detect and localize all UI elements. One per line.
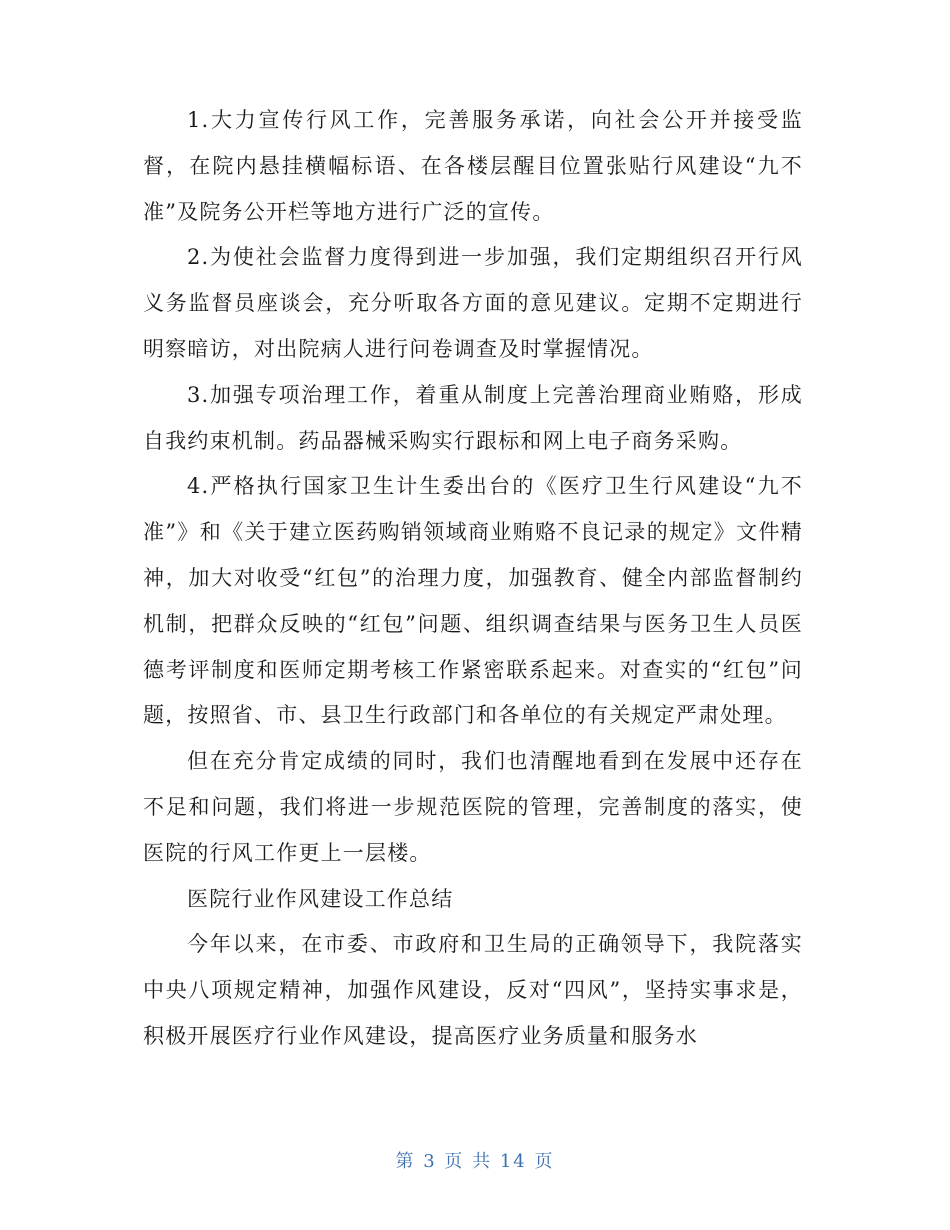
paragraph-4: 4.严格执行国家卫生计生委出台的《医疗卫生行风建设“九不准”》和《关于建立医药购销领域商业贿赂不良记录的规定》文件精神，加大对收受“红包”的治理力度，加强教育、健全内部监督制约机制，把群众反映的“红包”问题、组织调查结果与医务卫生人员医德考评制度和医师定期考核工作紧密联系起来。对查实的“红包”问题，按照省、市、县卫生行政部门和各单位的有关规定严肃处理。 xyxy=(143,474,803,728)
paragraph-2: 2.为使社会监督力度得到进一步加强，我们定期组织召开行风义务监督员座谈会，充分听取各方面的意见建议。定期不定期进行明察暗访，对出院病人进行问卷调查及时掌握情况。 xyxy=(143,245,803,361)
paragraph-1: 1.大力宣传行风工作，完善服务承诺，向社会公开并接受监督，在院内悬挂横幅标语、在各楼层醒目位置张贴行风建设“九不准”及院务公开栏等地方进行广泛的宣传。 xyxy=(143,108,803,224)
page-number-footer: 第 3 页 共 14 页 xyxy=(395,1151,555,1172)
document-body xyxy=(143,98,803,1060)
paragraph-6: 今年以来，在市委、市政府和卫生局的正确领导下，我院落实中央八项规定精神，加强作风建设，反对“四风”，坚持实事求是，积极开展医疗行业作风建设，提高医疗业务质量和服务水 xyxy=(143,932,803,1048)
paragraph-5: 但在充分肯定成绩的同时，我们也清醒地看到在发展中还存在不足和问题，我们将进一步规范医院的管理，完善制度的落实，使医院的行风工作更上一层楼。 xyxy=(143,749,803,865)
paragraph-3: 3.加强专项治理工作，着重从制度上完善治理商业贿赂，形成自我约束机制。药品器械采购实行跟标和网上电子商务采购。 xyxy=(143,382,803,453)
section-heading: 医院行业作风建设工作总结 xyxy=(187,886,454,911)
